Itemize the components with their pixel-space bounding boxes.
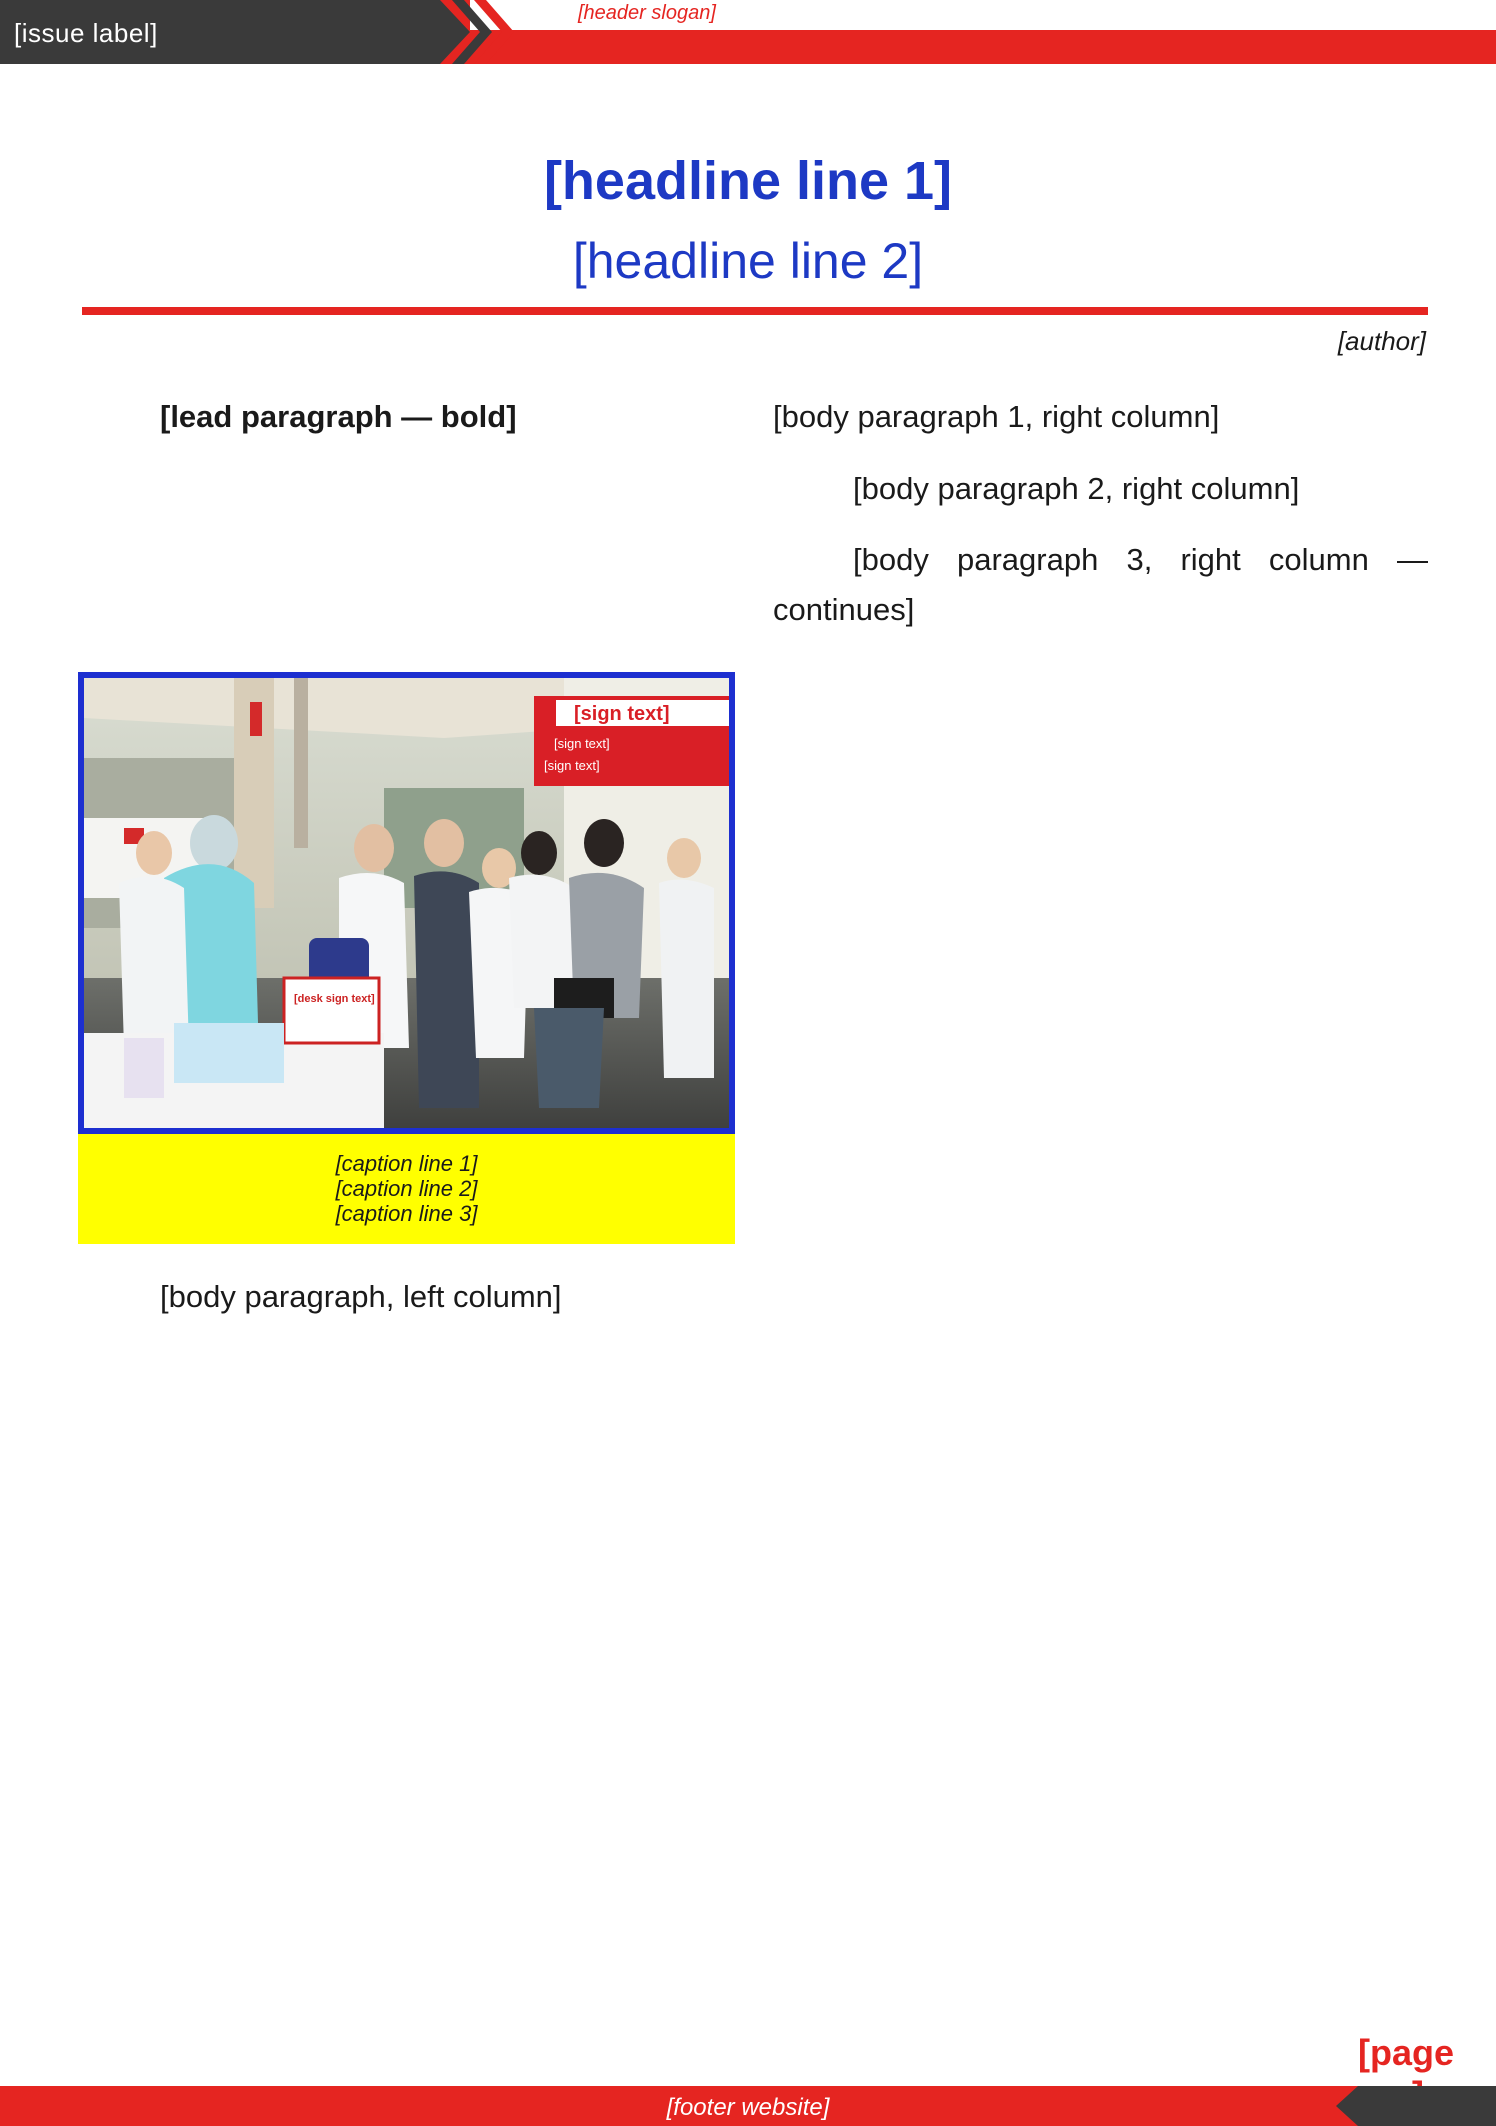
- sign-title: [sign text]: [574, 703, 670, 725]
- footer-website-link[interactable]: [footer website]: [666, 2094, 830, 2121]
- header-band: [0, 0, 1496, 64]
- body-paragraph: [body paragraph 1, right column]: [773, 399, 1220, 434]
- footer-bar: [0, 2086, 1496, 2126]
- article-photo: [84, 678, 729, 1128]
- sign-line-2: [sign text]: [544, 758, 600, 773]
- author-byline: [author]: [1337, 326, 1426, 356]
- lead-paragraph: [lead paragraph — bold]: [160, 399, 517, 434]
- article-title: [headline line 1]: [543, 151, 953, 211]
- body-paragraph: [body paragraph 3, right column — continues]: [773, 542, 1428, 628]
- desk-sign: [desk sign text]: [294, 993, 375, 1005]
- caption-line-2: [caption line 2]: [335, 1176, 478, 1201]
- article-subtitle: [headline line 2]: [572, 233, 924, 289]
- caption-line-1: [caption line 1]: [335, 1151, 478, 1176]
- header-slogan: [header slogan]: [578, 2, 716, 24]
- sign-line-1: [sign text]: [554, 736, 610, 751]
- photo-caption: [78, 1134, 735, 1244]
- page-number: [page: [1358, 2032, 1455, 2073]
- title-divider: [82, 307, 1428, 315]
- footer-dark-tab: [1336, 2086, 1496, 2126]
- lead-paragraph-block: [80, 392, 735, 442]
- chevron-right-icon: [474, 0, 514, 64]
- left-column-body: [80, 1272, 735, 1322]
- article-photo-frame: [78, 672, 735, 1134]
- body-paragraph: [body paragraph, left column]: [160, 1279, 562, 1314]
- body-paragraph: [body paragraph 2, right column]: [853, 470, 1300, 506]
- issue-label: [issue label]: [14, 18, 158, 48]
- caption-line-3: [caption line 3]: [335, 1201, 478, 1226]
- right-column-body: [773, 392, 1428, 635]
